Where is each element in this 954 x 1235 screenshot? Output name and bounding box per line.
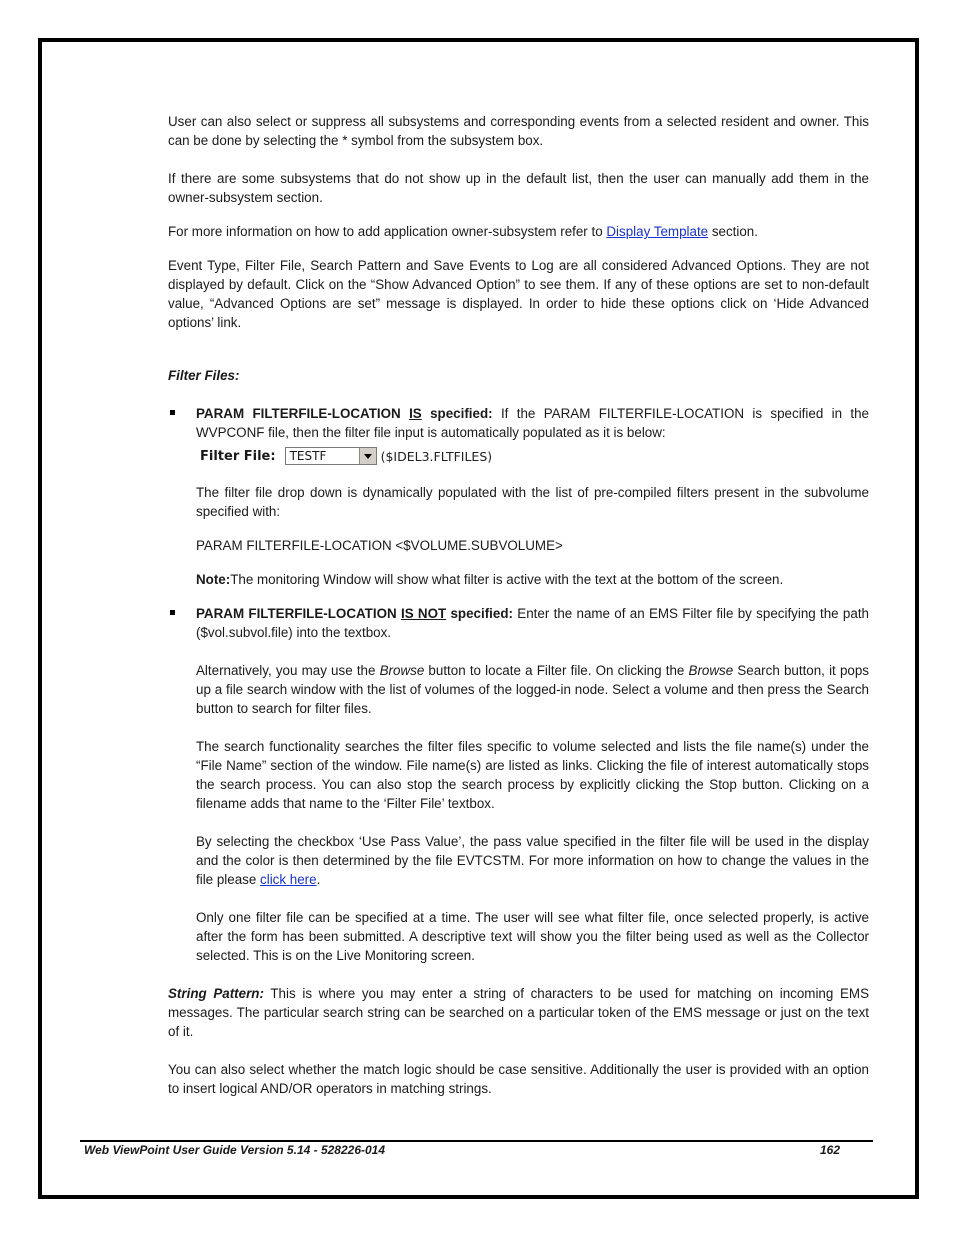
paragraph-case-sensitive: You can also select whether the match logic should be case sensitive. Additionally the user is provided with an option to insert logical AND/OR operators in matching strings. (168, 1062, 869, 1096)
bullet-filterfile-specified (168, 404, 869, 589)
footer-page-number: 162 (820, 1143, 841, 1157)
footer-title: Web ViewPoint User Guide Version 5.14 - 528226-014 (84, 1143, 386, 1157)
bullet-square-icon (170, 410, 175, 415)
bullet-square-icon (170, 610, 175, 615)
display-template-link[interactable]: Display Template (606, 224, 709, 239)
paragraph-browse: Alternatively, you may use the Browse button to locate a Filter file. On clicking the Browse Search button, it pops up a file search window with the list of volumes of the logged-in node. Select a volume and then press the Search button to search for filter files. (196, 663, 869, 716)
click-here-link[interactable]: click here (260, 872, 317, 887)
paragraph-manual-add: If there are some subsystems that do not show up in the default list, then the user can manually add them in the owner-subsystem section. (168, 171, 869, 205)
filter-file-label: Filter File: (200, 448, 276, 464)
paragraph-dropdown-populated: The filter file drop down is dynamically populated with the list of pre-compiled filters present in the subvolume specified with: (196, 485, 869, 519)
paragraph-advanced-options: Event Type, Filter File, Search Pattern and Save Events to Log are all considered Advanced Options. They are not displayed by default. Click on the “Show Advanced Option” to see them. If any of these options are set to non-default value, “Advanced Options are set” message is displayed. In order to hide these options click on ‘Hide Advanced options’ link. (168, 258, 869, 330)
paragraph-string-pattern: String Pattern: This is where you may enter a string of characters to be used for matching on incoming EMS messages. The particular search string can be searched on a particular token of the EMS message or just on the text of it. (168, 986, 869, 1039)
filter-file-select[interactable] (285, 447, 377, 465)
paragraph-pass-value: By selecting the checkbox ‘Use Pass Value’, the pass value specified in the filter file will be used in the display and the color is then determined by the file EVTCSTM. For more information on how to change the values in the file please click here. (196, 834, 869, 887)
page-content (168, 112, 869, 1098)
filter-file-widget (196, 444, 869, 468)
footer-divider (80, 1140, 873, 1142)
filter-file-selected-value: TESTF (289, 448, 327, 463)
chevron-down-icon[interactable] (359, 448, 376, 464)
bullet-specified-lead: PARAM FILTERFILE-LOCATION IS specified: If the PARAM FILTERFILE-LOCATION is specified in the WVPCONF file, then the filter file input is automatically populated as it is below: (196, 406, 870, 440)
paragraph-display-template: For more information on how to add application owner-subsystem refer to Display Template section. (168, 224, 758, 239)
param-line: PARAM FILTERFILE-LOCATION <$VOLUME.SUBVOLUME> (196, 538, 563, 553)
bullet-not-specified-lead: PARAM FILTERFILE-LOCATION IS NOT specified: Enter the name of an EMS Filter file by specifying the path ($vol.subvol.file) into the textbox. (196, 606, 869, 640)
paragraph-search-functionality: The search functionality searches the filter files specific to volume selected and lists the file name(s) under the “File Name” section of the window. File name(s) are listed as links. Clicking the file of interest automatically stops the search process. You can also stop the search process by explicitly clicking the Stop button. Clicking on a filename adds that name to the ‘Filter File’ textbox. (196, 739, 869, 811)
bullet-filterfile-not-specified (168, 604, 869, 965)
note-paragraph: Note:The monitoring Window will show what filter is active with the text at the bottom of the screen. (196, 572, 784, 587)
filter-file-path: ($IDEL3.FLTFILES) (380, 448, 493, 464)
paragraph-subsystem-select: User can also select or suppress all subsystems and corresponding events from a selected resident and owner. This can be done by selecting the * symbol from the subsystem box. (168, 114, 869, 148)
filter-files-heading: Filter Files: (168, 368, 240, 383)
paragraph-only-one-filter: Only one filter file can be specified at a time. The user will see what filter file, once selected properly, is active after the form has been submitted. A descriptive text will show you the filter being used as well as the Collector selected. This is on the Live Monitoring screen. (196, 910, 869, 963)
